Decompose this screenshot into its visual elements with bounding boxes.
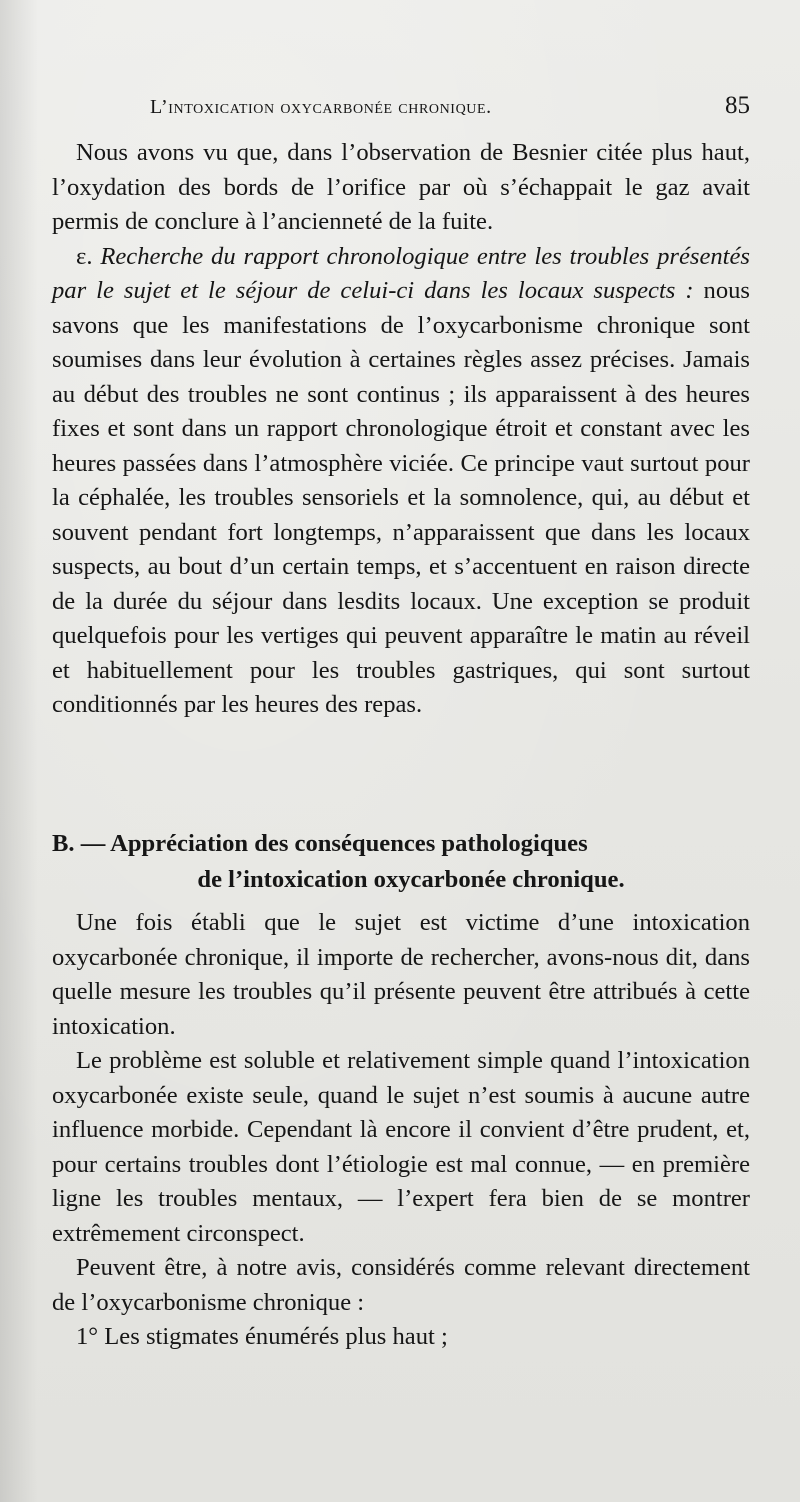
running-head [150,92,750,126]
paragraph-epsilon [52,240,750,723]
page-number: 85 [725,92,750,119]
text-block-bottom [52,906,750,1355]
section-heading-b [52,826,750,898]
running-title: L’intoxication oxycarbonée chronique. [150,96,492,118]
epsilon-title: Recherche du rapport chronologique entre les troubles présentés par le sujet et le séjour de celui-ci dans les locaux suspects : [52,242,750,304]
paragraph-peuvent: Peuvent être, à notre avis, considérés comme relevant directement de l’oxycarbonisme chronique : [52,1254,750,1316]
paragraph-besnier: Nous avons vu que, dans l’observation de Besnier citée plus haut, l’oxydation des bords de l’orifice par où s’échappait le gaz avait permis de conclure à l’ancienneté de la fuite. [52,139,750,235]
list-item-stigmates: 1° Les stigmates énumérés plus haut ; [76,1323,448,1350]
epsilon-body: nous savons que les manifestations de l’oxycarbonisme chronique sont soumises dans leur évolution à certaines règles assez précises. Jamais au début des troubles ne sont continus ; ils apparaissent à des heures fixes et sont dans un rapport chronologique étroit et constant avec les heures passées dans l’atmosphère viciée. Ce principe vaut surtout pour la céphalée, les troubles sensoriels et la somnolence, qui, au début et souvent pendant fort longtemps, n’apparaissent que dans les locaux suspects, au bout d’un certain temps, et s’accentuent en raison directe de la durée du séjour dans lesdits locaux. Une exception se produit quelquefois pour les vertiges qui peuvent apparaître le matin au réveil et habituellement pour les troubles gastriques, qui sont surtout conditionnés par les heures des repas. [52,277,750,718]
section-heading-b-line2: de l’intoxication oxycarbonée chronique. [197,866,625,893]
paragraph-intoxication: Une fois établi que le sujet est victime d’une intoxication oxycarbonée chronique, il importe de rechercher, avons-nous dit, dans quelle mesure les troubles qu’il présente peuvent être attribués à cette intoxication. [52,909,750,1040]
text-block-top [52,136,750,723]
paragraph-probleme: Le problème est soluble et relativement simple quand l’intoxication oxycarbonée existe seule, quand le sujet n’est soumis à aucune autre influence morbide. Cependant là encore il convient d’être prudent, et, pour certains troubles dont l’étiologie est mal connue, — en première ligne les troubles mentaux, — l’expert fera bien de se montrer extrêmement circonspect. [52,1047,750,1247]
epsilon-label: ε. [76,242,93,270]
section-heading-b-line1: B. — Appréciation des conséquences pathologiques [52,830,588,857]
